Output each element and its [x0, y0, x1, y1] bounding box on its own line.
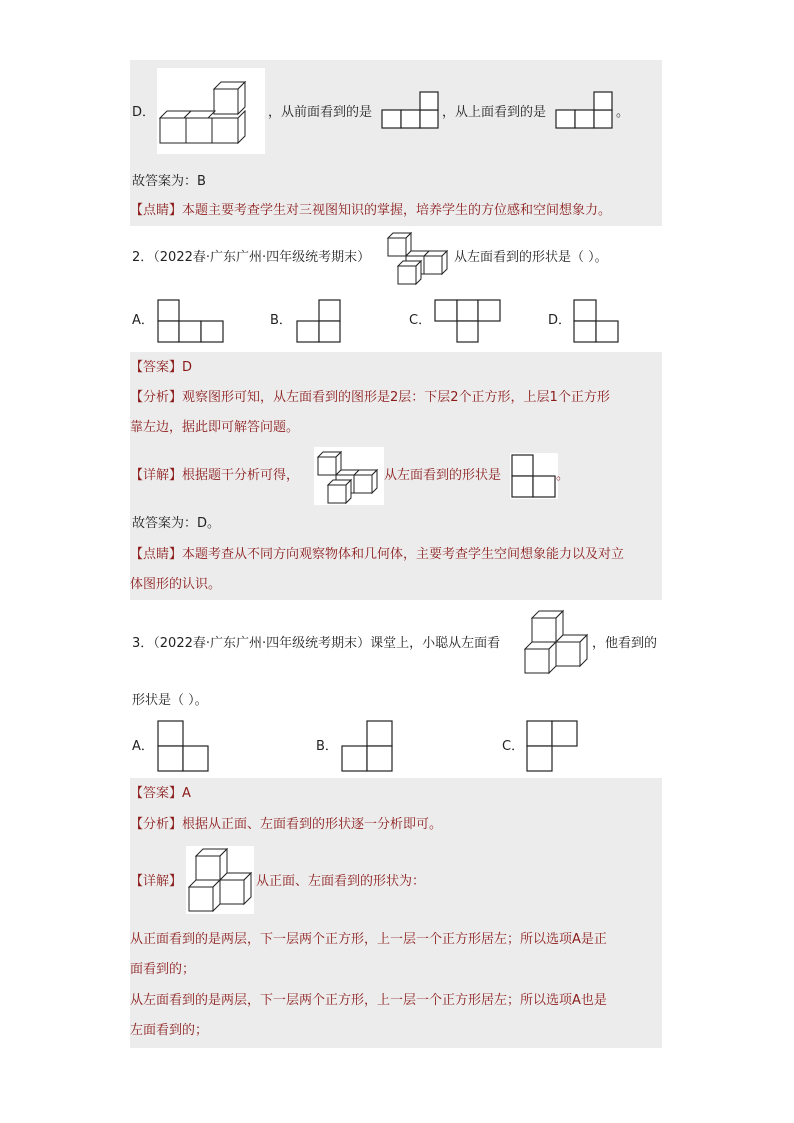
q2-conclusion: 故答案为：D。 [132, 516, 221, 531]
q3-front-line2: 面看到的； [130, 962, 196, 977]
q3-left-line2: 左面看到的； [130, 1023, 209, 1038]
q3-detail-tag-wrap [130, 873, 182, 891]
q3-stem-cube-figure [522, 608, 592, 678]
q1-option-d-front-text: ，从前面看到的是 [268, 105, 373, 120]
q3-answer [130, 785, 191, 803]
q2-dianjing-tag: 【点睛】 [130, 547, 183, 562]
q2-answer-tag: 【答案】 [130, 360, 183, 375]
q2-dianjing-line1 [130, 546, 624, 564]
q2-detail-end: 。 [556, 468, 570, 483]
q3-answer-tag: 【答案】 [130, 786, 183, 801]
q3-stem-suffix: ，他看到的 [592, 636, 658, 651]
q3-stem-line2: 形状是（ ）。 [132, 693, 208, 708]
q3-option-c-label[interactable]: C． [502, 739, 525, 754]
q2-detail-cube-figure [316, 449, 384, 507]
q2-detail-text: 根据题干分析可得， [182, 468, 300, 483]
q3-option-a-label[interactable]: A． [132, 739, 154, 754]
q1-option-d-top-text: ，从上面看到的是 [442, 105, 547, 120]
q3-analysis-text: 根据从正面、左面看到的形状逐一分析即可。 [182, 817, 443, 832]
q2-option-c-label[interactable]: C． [409, 313, 432, 328]
q1-dianjing-tag: 【点睛】 [130, 203, 183, 218]
q2-option-a-label[interactable]: A． [132, 313, 154, 328]
q1-dianjing-text: 本题主要考查学生对三视图知识的掌握，培养学生的方位感和空间想象力。 [182, 203, 612, 218]
q2-stem-cube-figure [386, 230, 454, 288]
q2-detail-tag: 【详解】 [130, 468, 183, 483]
q2-answer-value: D [182, 360, 193, 375]
q3-detail-tag: 【详解】 [130, 874, 183, 889]
q2-option-d-shape[interactable] [573, 299, 621, 343]
q1-option-d-top-view [555, 91, 613, 129]
q1-conclusion: 故答案为：B [132, 174, 206, 189]
q3-option-a-shape[interactable] [157, 720, 211, 774]
q3-detail-text: 从正面、左面看到的形状为： [256, 874, 426, 889]
q2-option-a-shape[interactable] [157, 299, 225, 343]
q3-analysis [130, 816, 442, 834]
q2-stem-prefix: 2．（2022春·广东广州·四年级统考期末） [132, 250, 371, 265]
q1-option-d-cube-figure [157, 68, 265, 154]
q3-analysis-tag: 【分析】 [130, 817, 183, 832]
q2-option-b-shape[interactable] [296, 299, 342, 343]
q3-option-b-label[interactable]: B． [316, 739, 338, 754]
q3-front-line1: 从正面看到的是两层，下一层两个正方形，上一层一个正方形居左；所以选项A是正 [130, 932, 607, 947]
q2-option-d-label[interactable]: D． [548, 313, 572, 328]
q3-option-b-shape[interactable] [341, 720, 395, 774]
q1-option-d-label: D． [132, 105, 156, 120]
q3-detail-cube-figure [186, 846, 256, 916]
q2-analysis-line2: 靠左边，据此即可解答问题。 [130, 420, 300, 435]
q2-dianjing-line2: 体图形的认识。 [130, 577, 222, 592]
q2-detail-mid: 从左面看到的形状是 [384, 468, 502, 483]
q1-dianjing [130, 202, 611, 220]
q2-analysis-text-1: 观察图形可知，从左面看到的图形是2层：下层2个正方形，上层1个正方形 [182, 390, 610, 405]
q2-option-c-shape[interactable] [434, 299, 502, 343]
q2-option-b-label[interactable]: B． [270, 313, 292, 328]
q1-option-d-front-view [381, 91, 439, 129]
q3-left-line1: 从左面看到的是两层，下一层两个正方形，上一层一个正方形居左；所以选项A也是 [130, 993, 607, 1008]
q2-analysis-line1 [130, 389, 610, 407]
q3-option-c-shape[interactable] [526, 720, 580, 774]
q2-answer [130, 359, 192, 377]
q3-answer-value: A [182, 786, 191, 801]
q2-stem-suffix: 从左面看到的形状是（ ）。 [454, 250, 608, 265]
q2-dianjing-text-1: 本题考查从不同方向观察物体和几何体，主要考查学生空间想象能力以及对立 [182, 547, 625, 562]
q2-analysis-tag: 【分析】 [130, 390, 183, 405]
q1-option-d-end: 。 [616, 105, 630, 120]
q2-detail-left-view [511, 454, 557, 498]
q2-detail [130, 467, 299, 485]
q3-stem-prefix: 3．（2022春·广东广州·四年级统考期末）课堂上，小聪从左面看 [132, 636, 501, 651]
